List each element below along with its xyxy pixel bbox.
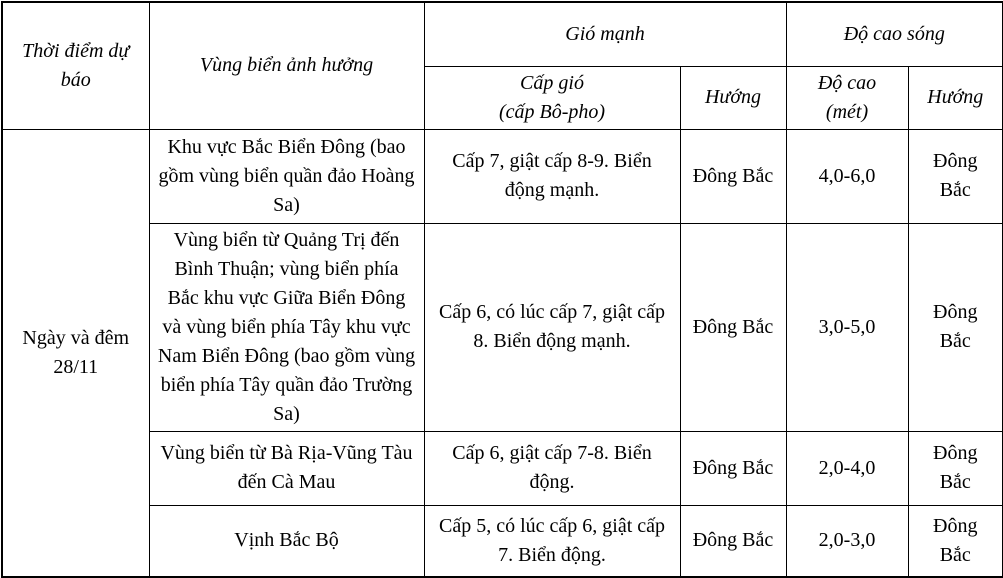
- time-period-cell: Ngày và đêm 28/11: [2, 129, 149, 577]
- wind-dir-cell: Đông Bắc: [680, 505, 786, 577]
- area-cell: Vùng biển từ Bà Rịa-Vũng Tàu đến Cà Mau: [149, 431, 424, 505]
- forecast-row: [2, 129, 1003, 223]
- marine-forecast-table: [1, 1, 1003, 578]
- wind-level-cell: Cấp 5, có lúc cấp 6, giật cấp 7. Biển động.: [424, 505, 680, 577]
- header-wave-group: Độ cao sóng: [786, 2, 1003, 66]
- wind-level-cell: Cấp 6, có lúc cấp 7, giật cấp 8. Biển động mạnh.: [424, 223, 680, 431]
- wave-dir-cell: Đông Bắc: [908, 223, 1003, 431]
- wave-height-cell: 4,0-6,0: [786, 129, 908, 223]
- header-wind-level-line2: (cấp Bô-pho): [498, 100, 606, 123]
- wave-dir-cell: Đông Bắc: [908, 129, 1003, 223]
- header-row-groups: [2, 2, 1003, 66]
- wave-dir-cell: Đông Bắc: [908, 505, 1003, 577]
- header-time-col: Thời điểm dự báo: [2, 2, 149, 129]
- wave-height-cell: 2,0-4,0: [786, 431, 908, 505]
- wind-dir-cell: Đông Bắc: [680, 223, 786, 431]
- wind-dir-cell: Đông Bắc: [680, 431, 786, 505]
- wave-height-cell: 3,0-5,0: [786, 223, 908, 431]
- wave-dir-cell: Đông Bắc: [908, 431, 1003, 505]
- area-cell: Khu vực Bắc Biển Đông (bao gồm vùng biển quần đảo Hoàng Sa): [149, 129, 424, 223]
- area-cell: Vùng biển từ Quảng Trị đến Bình Thuận; vùng biển phía Bắc khu vực Giữa Biển Đông và vùng biển phía Tây khu vực Nam Biển Đông (bao gồm vùng biển phía Tây quần đảo Trường Sa): [149, 223, 424, 431]
- header-wave-dir-col: Hướng: [908, 66, 1003, 129]
- forecast-row: [2, 431, 1003, 505]
- wind-level-cell: Cấp 6, giật cấp 7-8. Biển động.: [424, 431, 680, 505]
- forecast-row: [2, 505, 1003, 577]
- wind-dir-cell: Đông Bắc: [680, 129, 786, 223]
- header-wind-dir-col: Hướng: [680, 66, 786, 129]
- header-wind-group: Gió mạnh: [424, 2, 786, 66]
- header-wind-level-col: [424, 66, 680, 129]
- wind-level-cell: Cấp 7, giật cấp 8-9. Biển động mạnh.: [424, 129, 680, 223]
- header-wind-level-line1: Cấp gió: [520, 71, 584, 94]
- header-wave-height-col: Độ cao (mét): [786, 66, 908, 129]
- area-cell: Vịnh Bắc Bộ: [149, 505, 424, 577]
- header-area-col: Vùng biển ảnh hưởng: [149, 2, 424, 129]
- wave-height-cell: 2,0-3,0: [786, 505, 908, 577]
- forecast-row: [2, 223, 1003, 431]
